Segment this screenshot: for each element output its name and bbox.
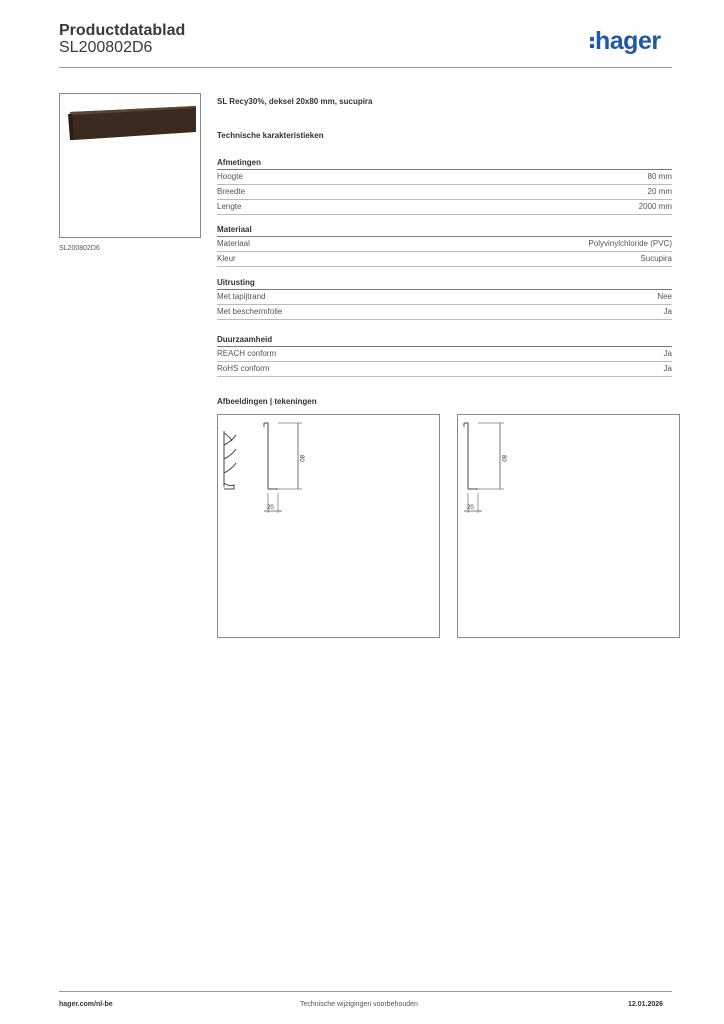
group-afmetingen	[217, 156, 672, 215]
spec-label: REACH conform	[217, 349, 277, 358]
group-title: Materiaal	[217, 223, 672, 237]
section-title: Technische karakteristieken	[217, 131, 324, 140]
spec-label: Met tapijtrand	[217, 292, 266, 301]
drawings-title: Afbeeldingen | tekeningen	[217, 397, 317, 406]
spec-value: Ja	[663, 307, 672, 316]
width-dimension-label: 20	[467, 505, 474, 511]
group-title: Afmetingen	[217, 156, 672, 170]
logo-text: hager	[595, 27, 661, 55]
group-uitrusting	[217, 276, 672, 320]
group-duurzaamheid	[217, 333, 672, 377]
page-title: Productdatablad	[59, 22, 186, 39]
group-materiaal	[217, 223, 672, 267]
width-dimension-label: 20	[267, 505, 274, 511]
spec-value: 2000 mm	[638, 202, 672, 211]
spec-row	[217, 185, 672, 200]
drawing-box-1	[217, 414, 440, 638]
spec-row	[217, 200, 672, 215]
footer-website: hager.com/nl-be	[59, 1001, 113, 1008]
spec-row	[217, 170, 672, 185]
spec-label: Met beschermfolie	[217, 307, 283, 316]
height-dimension-label: 80	[298, 455, 304, 462]
footer-divider	[59, 991, 672, 992]
spec-value: Sucupira	[640, 254, 672, 263]
spec-label: Kleur	[217, 254, 236, 263]
spec-label: Lengte	[217, 202, 242, 211]
spec-label: Hoogte	[217, 172, 243, 181]
header-divider	[59, 67, 672, 68]
spec-row	[217, 362, 672, 377]
product-title: SL Recy30%, deksel 20x80 mm, sucupira	[217, 97, 373, 106]
group-title: Duurzaamheid	[217, 333, 672, 347]
technical-drawing-1	[218, 415, 439, 637]
spec-value: Nee	[657, 292, 672, 301]
group-title: Uitrusting	[217, 276, 672, 290]
footer-date: 12.01.2026	[628, 1001, 664, 1008]
technical-drawing-2	[458, 415, 679, 637]
spec-value: 80 mm	[647, 172, 672, 181]
spec-value: 20 mm	[647, 187, 672, 196]
spec-label: RoHS conform	[217, 364, 270, 373]
spec-row	[217, 347, 672, 362]
spec-row	[217, 237, 672, 252]
spec-label: Breedte	[217, 187, 246, 196]
logo-dots-icon	[590, 34, 594, 51]
spec-label: Materiaal	[217, 239, 250, 248]
footer-note: Technische wijzigingen voorbehouden	[300, 1001, 418, 1008]
spec-row	[217, 290, 672, 305]
image-caption: SL200802D6	[59, 245, 100, 252]
height-dimension-label: 80	[500, 455, 506, 462]
drawing-box-2	[457, 414, 680, 638]
spec-value: Polyvinylchloride (PVC)	[588, 239, 672, 248]
spec-row	[217, 252, 672, 267]
spec-row	[217, 305, 672, 320]
product-image	[59, 93, 201, 238]
product-profile-image	[60, 94, 200, 237]
hager-logo	[590, 27, 661, 56]
product-code: SL200802D6	[59, 39, 153, 56]
spec-value: Ja	[663, 349, 672, 358]
spec-value: Ja	[663, 364, 672, 373]
